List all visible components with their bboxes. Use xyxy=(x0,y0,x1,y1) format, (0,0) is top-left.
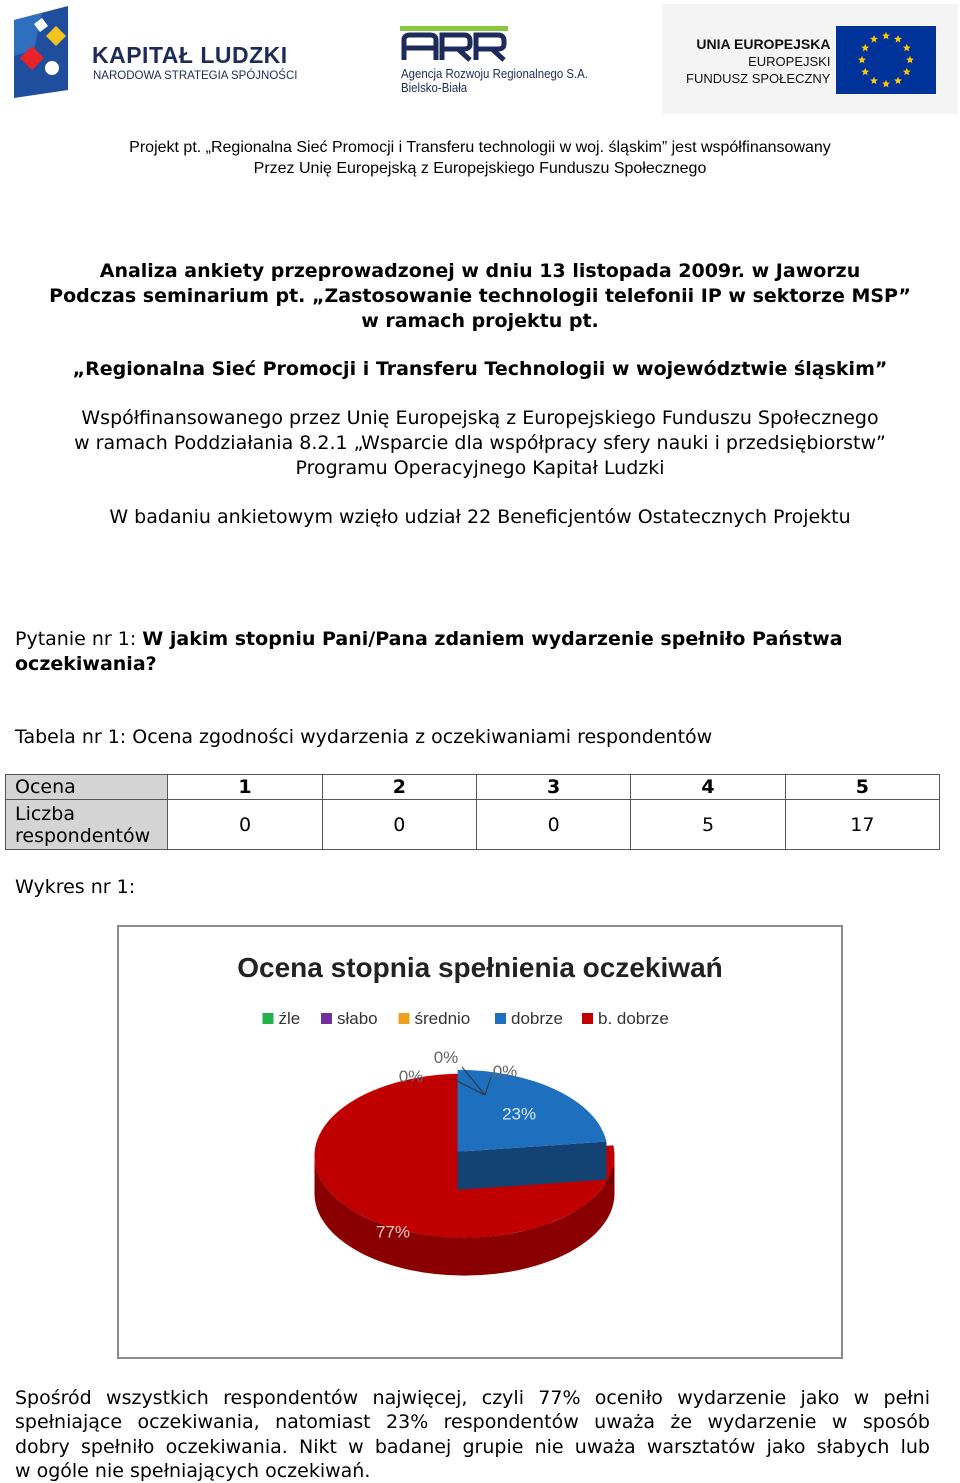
heading-line-3: w ramach projektu pt. xyxy=(361,310,599,332)
arr-wordmark-icon xyxy=(400,26,510,62)
eu-star-icon xyxy=(906,56,914,64)
heading-line-1: Analiza ankiety przeprowadzonej w dniu 13 listopada 2009r. w Jaworzu xyxy=(99,260,861,282)
table-count-cell: 0 xyxy=(477,800,631,850)
legend-label: źle xyxy=(278,1009,301,1028)
summary-line-2: spełniające oczekiwania, natomiast 23% respondentów uważa że wydarzenie w sposób xyxy=(15,1411,930,1434)
summary-paragraph xyxy=(15,1386,930,1483)
eu-flag-icon xyxy=(836,26,936,94)
arr-logo xyxy=(398,26,618,98)
eu-star-icon xyxy=(882,32,890,40)
eu-star-icon xyxy=(894,35,902,43)
legend-label: b. dobrze xyxy=(598,1009,669,1028)
legend-swatch xyxy=(399,1013,410,1024)
legend-swatch xyxy=(495,1013,506,1024)
eu-star-icon xyxy=(858,56,866,64)
funding-line-1: Współfinansowanego przez Unię Europejską z Europejskiego Funduszu Społecznego xyxy=(81,407,879,429)
table-grade-cell: 2 xyxy=(322,775,476,800)
eu-stars-icon xyxy=(836,26,936,94)
heading-line-2: Podczas seminarium pt. „Zastosowanie technologii telefonii IP w sektorze MSP” xyxy=(49,285,911,307)
chart-legend xyxy=(263,1009,669,1028)
arr-agency-name: Agencja Rozwoju Regionalnego S.A. xyxy=(401,66,588,81)
kapital-ludzki-emblem-icon xyxy=(12,6,72,98)
header-logos xyxy=(0,0,960,118)
table-count-cell: 17 xyxy=(785,800,939,850)
pie-slices xyxy=(315,1070,615,1276)
eu-line-1: UNIA EUROPEJSKA xyxy=(696,36,831,52)
kapital-ludzki-logo xyxy=(12,6,312,102)
heading-project-title: „Regionalna Sieć Promocji i Transferu Technologii w województwie śląskim” xyxy=(72,358,888,380)
row-label-line-1: Liczba xyxy=(15,802,75,825)
summary-line-4: w ogóle nie spełniających oczekiwań. xyxy=(15,1459,371,1482)
question-text-cont: oczekiwania? xyxy=(15,653,157,675)
eu-star-icon xyxy=(903,68,911,76)
table-header-row xyxy=(6,775,940,800)
table-caption: Tabela nr 1: Ocena zgodności wydarzenia z oczekiwaniami respondentów xyxy=(15,726,713,748)
row-label-line-2: respondentów xyxy=(15,824,151,847)
legend-swatch xyxy=(582,1013,593,1024)
funding-line-3: Programu Operacyjnego Kapitał Ludzki xyxy=(295,457,665,479)
legend-label: średnio xyxy=(414,1009,471,1028)
legend-label: słabo xyxy=(337,1009,378,1028)
arr-agency-city: Bielsko-Biała xyxy=(401,80,468,95)
kapital-ludzki-subtitle: NARODOWA STRATEGIA SPÓJNOŚCI xyxy=(93,70,298,82)
table-count-cell: 0 xyxy=(168,800,322,850)
eu-star-icon xyxy=(903,44,911,52)
table-grade-cell: 3 xyxy=(477,775,631,800)
table-grade-cell: 1 xyxy=(168,775,322,800)
table-row-label xyxy=(6,800,168,850)
question-line-1 xyxy=(15,628,843,650)
participants-note: W badaniu ankietowym wzięło udział 22 Beneficjentów Ostatecznych Projektu xyxy=(109,506,851,528)
pie-label: 0% xyxy=(433,1048,459,1067)
project-note-line-1: Projekt pt. „Regionalna Sieć Promocji i Transferu technologii w woj. śląskim” jest współfinansowany xyxy=(129,139,831,156)
eu-star-icon xyxy=(870,35,878,43)
pie-chart xyxy=(117,925,843,1359)
table-header-label: Ocena xyxy=(6,775,168,800)
pie-label: 23% xyxy=(502,1104,537,1124)
eu-star-icon xyxy=(894,77,902,85)
summary-line-3: dobry spełniło oczekiwania. Nikt w badanej grupie nie uważa warsztatów jako słabych lub xyxy=(15,1435,930,1458)
project-note-line-2: Przez Unię Europejską z Europejskiego Funduszu Społecznego xyxy=(253,160,707,177)
chart-title: Ocena stopnia spełnienia oczekiwań xyxy=(237,952,723,983)
eu-line-2: EUROPEJSKI xyxy=(748,54,831,69)
table-data-row xyxy=(6,800,940,850)
table-count-cell: 0 xyxy=(322,800,476,850)
question-text: W jakim stopniu Pani/Pana zdaniem wydarzenie spełniło Państwa xyxy=(142,628,843,650)
table-grade-cell: 4 xyxy=(631,775,785,800)
pie-label: 0% xyxy=(492,1062,518,1081)
eu-star-icon xyxy=(861,44,869,52)
eu-star-icon xyxy=(861,68,869,76)
legend-label: dobrze xyxy=(511,1009,563,1028)
table-grade-cell: 5 xyxy=(785,775,939,800)
legend-swatch xyxy=(321,1013,332,1024)
table-count-cell: 5 xyxy=(631,800,785,850)
ratings-table xyxy=(5,774,940,850)
pie-chart-svg xyxy=(119,927,841,1357)
question-prefix: Pytanie nr 1: xyxy=(15,628,143,650)
kapital-ludzki-title: KAPITAŁ LUDZKI xyxy=(92,42,288,68)
eu-efs-logo xyxy=(662,4,958,114)
summary-line-1: Spośród wszystkich respondentów najwięcej, czyli 77% oceniło wydarzenie jako w pełni xyxy=(15,1387,930,1409)
eu-star-icon xyxy=(870,77,878,85)
question-line-2 xyxy=(15,653,157,675)
eu-efs-text xyxy=(686,36,830,87)
pie-slice xyxy=(458,1070,607,1190)
eu-star-icon xyxy=(882,80,890,88)
funding-line-2: w ramach Poddziałania 8.2.1 „Wsparcie dla współpracy sfery nauki i przedsiębiorstw” xyxy=(74,432,886,454)
pie-label: 0% xyxy=(398,1067,424,1086)
eu-line-3: FUNDUSZ SPOŁECZNY xyxy=(686,71,831,86)
pie-label: 77% xyxy=(375,1222,411,1242)
chart-caption: Wykres nr 1: xyxy=(15,876,136,898)
legend-swatch xyxy=(263,1013,274,1024)
